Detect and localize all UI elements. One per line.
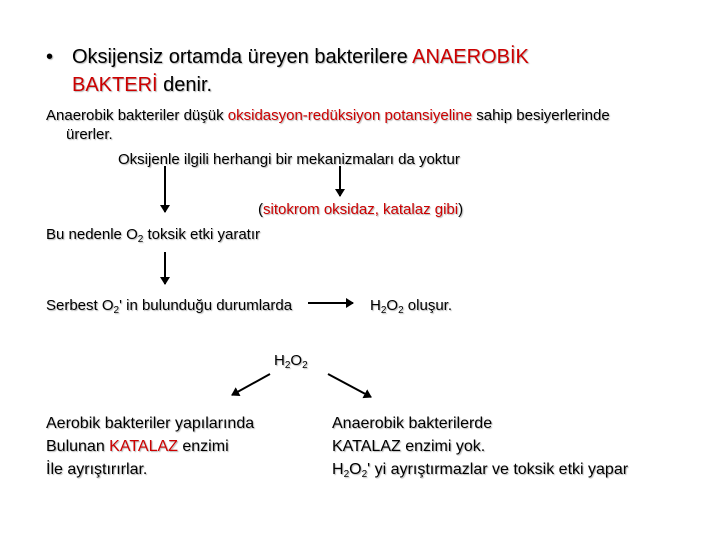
h2o2-center-sub-1: 2 xyxy=(284,360,291,371)
free-o2-prefix: Serbest O xyxy=(46,297,114,314)
h2o2-sub-2: 2 xyxy=(398,305,404,316)
no-mechanism-text: Oksijenle ilgili herhangi bir mekanizmaları da yoktur xyxy=(118,151,460,168)
intro-prefix: Anaerobik bakteriler düşük xyxy=(46,107,228,124)
anaerobic-line-1: Anaerobik bakterilerde xyxy=(332,415,493,432)
arrow-branch-right xyxy=(328,374,371,397)
aerobic-katalaz-highlight: KATALAZ xyxy=(109,438,178,455)
aerobic-line-2-prefix: Bulunan xyxy=(46,438,110,455)
aerobic-line-1: Aerobik bakteriler yapılarında xyxy=(46,415,255,432)
intro-line-2: ürerler. xyxy=(66,126,113,143)
h2o2-forms-suffix: oluşur. xyxy=(403,297,453,314)
anaerobic-sub-1: 2 xyxy=(343,469,350,480)
anaerobic-line-3-suffix: ' yi ayrıştırmazlar ve toksik etki yapar xyxy=(367,461,629,478)
aerobic-line-2-suffix: enzimi xyxy=(177,438,229,455)
intro-suffix: sahip besiyerlerinde xyxy=(472,107,610,124)
h2o2-center-o: O xyxy=(290,352,303,369)
enzyme-close-paren: ) xyxy=(458,201,464,218)
title-line-2-text: denir. xyxy=(157,74,213,96)
h2o2-o: O xyxy=(386,297,399,314)
title-bakteri-highlight: BAKTERİ xyxy=(72,74,158,96)
toxic-o2-subscript: 2 xyxy=(137,234,144,245)
h2o2-sub-1: 2 xyxy=(380,305,387,316)
free-o2-subscript: 2 xyxy=(113,305,120,316)
title-anaerobik-highlight: ANAEROBİK xyxy=(412,46,529,68)
h2o2-h: H xyxy=(370,297,381,314)
aerobic-line-3: İle ayrıştırırlar. xyxy=(46,461,148,478)
h2o2-center-sub-2: 2 xyxy=(302,360,308,371)
title-bullet: • xyxy=(46,46,54,68)
intro-redox-highlight: oksidasyon-redüksiyon potansiyeline xyxy=(227,107,473,124)
anaerobic-h: H xyxy=(332,461,344,478)
title-line-1-text: Oksijensiz ortamda üreyen bakterilere xyxy=(72,46,413,68)
anaerobic-o: O xyxy=(349,461,362,478)
h2o2-center-h: H xyxy=(274,352,285,369)
arrow-branch-left xyxy=(232,374,270,395)
toxic-suffix: toksik etki yaratır xyxy=(143,226,261,243)
toxic-prefix: Bu nedenle O xyxy=(46,226,138,243)
anaerobic-line-2: KATALAZ enzimi yok. xyxy=(332,438,486,455)
enzyme-open-paren: ( xyxy=(258,201,263,218)
anaerobic-sub-2: 2 xyxy=(361,469,368,480)
free-o2-suffix: ' in bulunduğu durumlarda xyxy=(119,297,293,314)
enzyme-names-highlight: sitokrom oksidaz, katalaz gibi xyxy=(263,201,459,218)
